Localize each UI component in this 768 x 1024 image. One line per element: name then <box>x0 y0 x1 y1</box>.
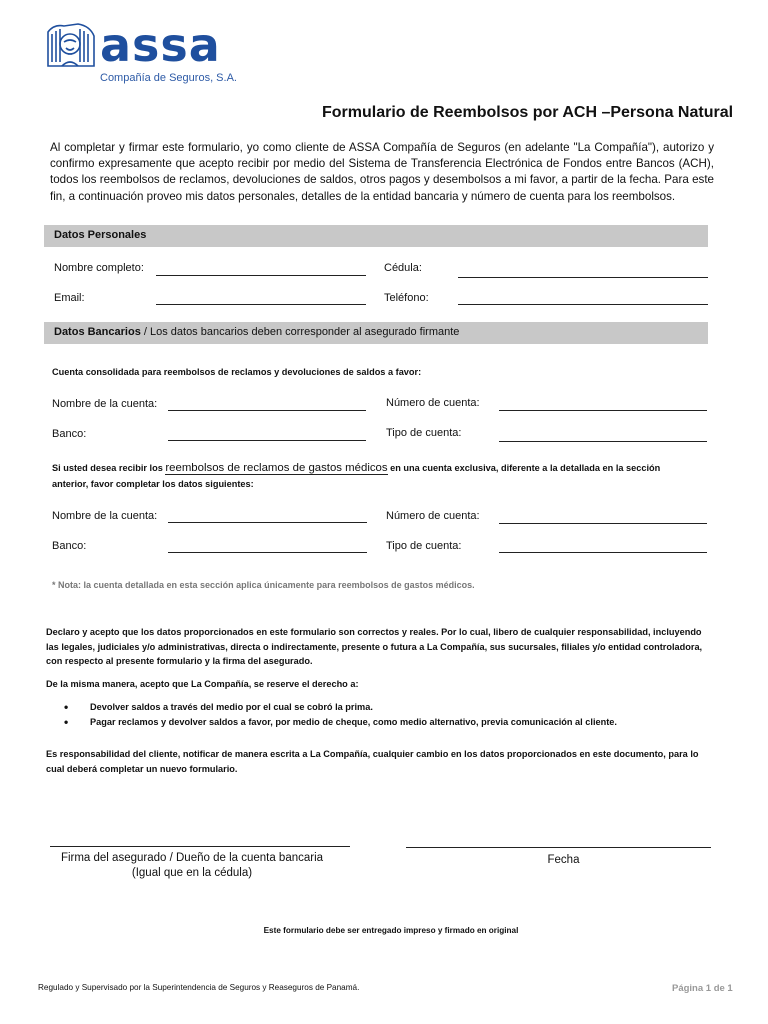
tipo-cuenta-field[interactable] <box>499 441 707 442</box>
medical-numero-cuenta-label: Número de cuenta: <box>386 510 480 522</box>
medical-intro-post: en una cuenta exclusiva, diferente a la detallada en la sección <box>387 463 661 473</box>
medical-banco-field[interactable] <box>168 552 367 553</box>
declaration-paragraph: Declaro y acepto que los datos proporcionados en este formulario son correctos y reales. Por lo cual, libero de cualquier responsabilidad, incluyendo las legales, judiciales y/o administrativas, directa o indirectamente, presente o futura a La Compañía, sus sucursales, filiales y/o entidad controladora, con respecto al presente formulario y la firma del asegurado. <box>46 627 703 667</box>
cedula-field[interactable] <box>458 277 708 278</box>
intro-paragraph: Al completar y firmar este formulario, yo como cliente de ASSA Compañía de Seguros (en adelante "La Compañía"), autorizo y confirmo expresamente que acepto recibir por medio del Sistema de Transferencia Electrónica de Fondos entre Bancos (ACH), todos los reembolsos de reclamos, devoluciones de saldos, otros pagos y desembolsos a mi favor, a partir de la fecha. Para este fin, a continuación proveo mis datos personales, detalles de la entidad bancaria y número de cuenta para los reembolsos. <box>50 141 714 203</box>
signature-sublabel: (Igual que en la cédula) <box>131 867 253 879</box>
medical-banco-label: Banco: <box>52 540 87 552</box>
rights-list <box>64 700 617 729</box>
signature-field[interactable] <box>50 846 350 847</box>
numero-cuenta-label: Número de cuenta: <box>386 397 480 409</box>
medical-numero-cuenta-field[interactable] <box>499 523 707 524</box>
numero-cuenta-field[interactable] <box>499 410 707 411</box>
section-bank-subtitle: / Los datos bancarios deben corresponder al asegurado firmante <box>140 326 460 338</box>
medical-intro-pre: Si usted desea recibir los <box>52 463 166 473</box>
medical-tipo-cuenta-label: Tipo de cuenta: <box>386 540 462 552</box>
reserve-rights-paragraph: De la misma manera, acepto que La Compañía, se reserve el derecho a: <box>46 679 359 689</box>
medical-reimbursement-intro <box>52 462 660 474</box>
lion-emblem-icon <box>44 22 96 70</box>
fecha-field[interactable] <box>406 847 711 848</box>
brand-tagline: Compañía de Seguros, S.A. <box>100 72 237 84</box>
telefono-label: Teléfono: <box>384 292 429 304</box>
nombre-completo-label: Nombre completo: <box>54 262 144 274</box>
list-item: • Pagar reclamos y devolver saldos a favor, por medio de cheque, como medio alternativo, previa comunicación al cliente. <box>64 715 617 730</box>
medical-intro-line2: anterior, favor completar los datos siguientes: <box>52 479 254 489</box>
list-item: • Devolver saldos a través del medio por el cual se cobró la prima. <box>64 700 617 715</box>
email-field[interactable] <box>156 304 366 305</box>
banco-field[interactable] <box>168 440 366 441</box>
section-personal-header <box>44 225 708 247</box>
medical-account-note: * Nota: la cuenta detallada en esta sección aplica únicamente para reembolsos de gastos médicos. <box>52 580 475 590</box>
section-bank-title <box>54 326 459 338</box>
consolidated-account-note: Cuenta consolidada para reembolsos de reclamos y devoluciones de saldos a favor: <box>52 367 422 377</box>
cedula-label: Cédula: <box>384 262 422 274</box>
nombre-cuenta-field[interactable] <box>168 410 366 411</box>
section-bank-header <box>44 322 708 344</box>
tipo-cuenta-label: Tipo de cuenta: <box>386 427 462 439</box>
delivery-notice: Este formulario debe ser entregado impreso y firmado en original <box>263 926 519 935</box>
banco-label: Banco: <box>52 428 87 440</box>
signature-label: Firma del asegurado / Dueño de la cuenta bancaria <box>60 852 324 864</box>
form-title: Formulario de Reembolsos por ACH –Persona Natural <box>322 104 734 121</box>
nombre-cuenta-label: Nombre de la cuenta: <box>52 398 158 410</box>
fecha-label: Fecha <box>547 854 580 866</box>
telefono-field[interactable] <box>458 304 708 305</box>
responsibility-paragraph: Es responsabilidad del cliente, notificar de manera escrita a La Compañía, cualquier cambio en los datos proporcionados en este documento, para lo cual deberá completar un nuevo formulario. <box>46 749 699 774</box>
brand-name: assa <box>100 18 221 72</box>
section-bank-title-main: Datos Bancarios <box>54 326 141 338</box>
medical-nombre-cuenta-field[interactable] <box>168 522 367 523</box>
email-label: Email: <box>54 292 85 304</box>
regulator-notice: Regulado y Supervisado por la Superintendencia de Seguros y Reaseguros de Panamá. <box>38 983 360 992</box>
page-number: Página 1 de 1 <box>672 983 733 994</box>
medical-intro-emphasis: reembolsos de reclamos de gastos médicos <box>165 462 388 474</box>
medical-nombre-cuenta-label: Nombre de la cuenta: <box>52 510 158 522</box>
company-logo <box>44 18 237 88</box>
nombre-completo-field[interactable] <box>156 275 366 276</box>
section-personal-title: Datos Personales <box>54 229 147 241</box>
medical-tipo-cuenta-field[interactable] <box>499 552 707 553</box>
